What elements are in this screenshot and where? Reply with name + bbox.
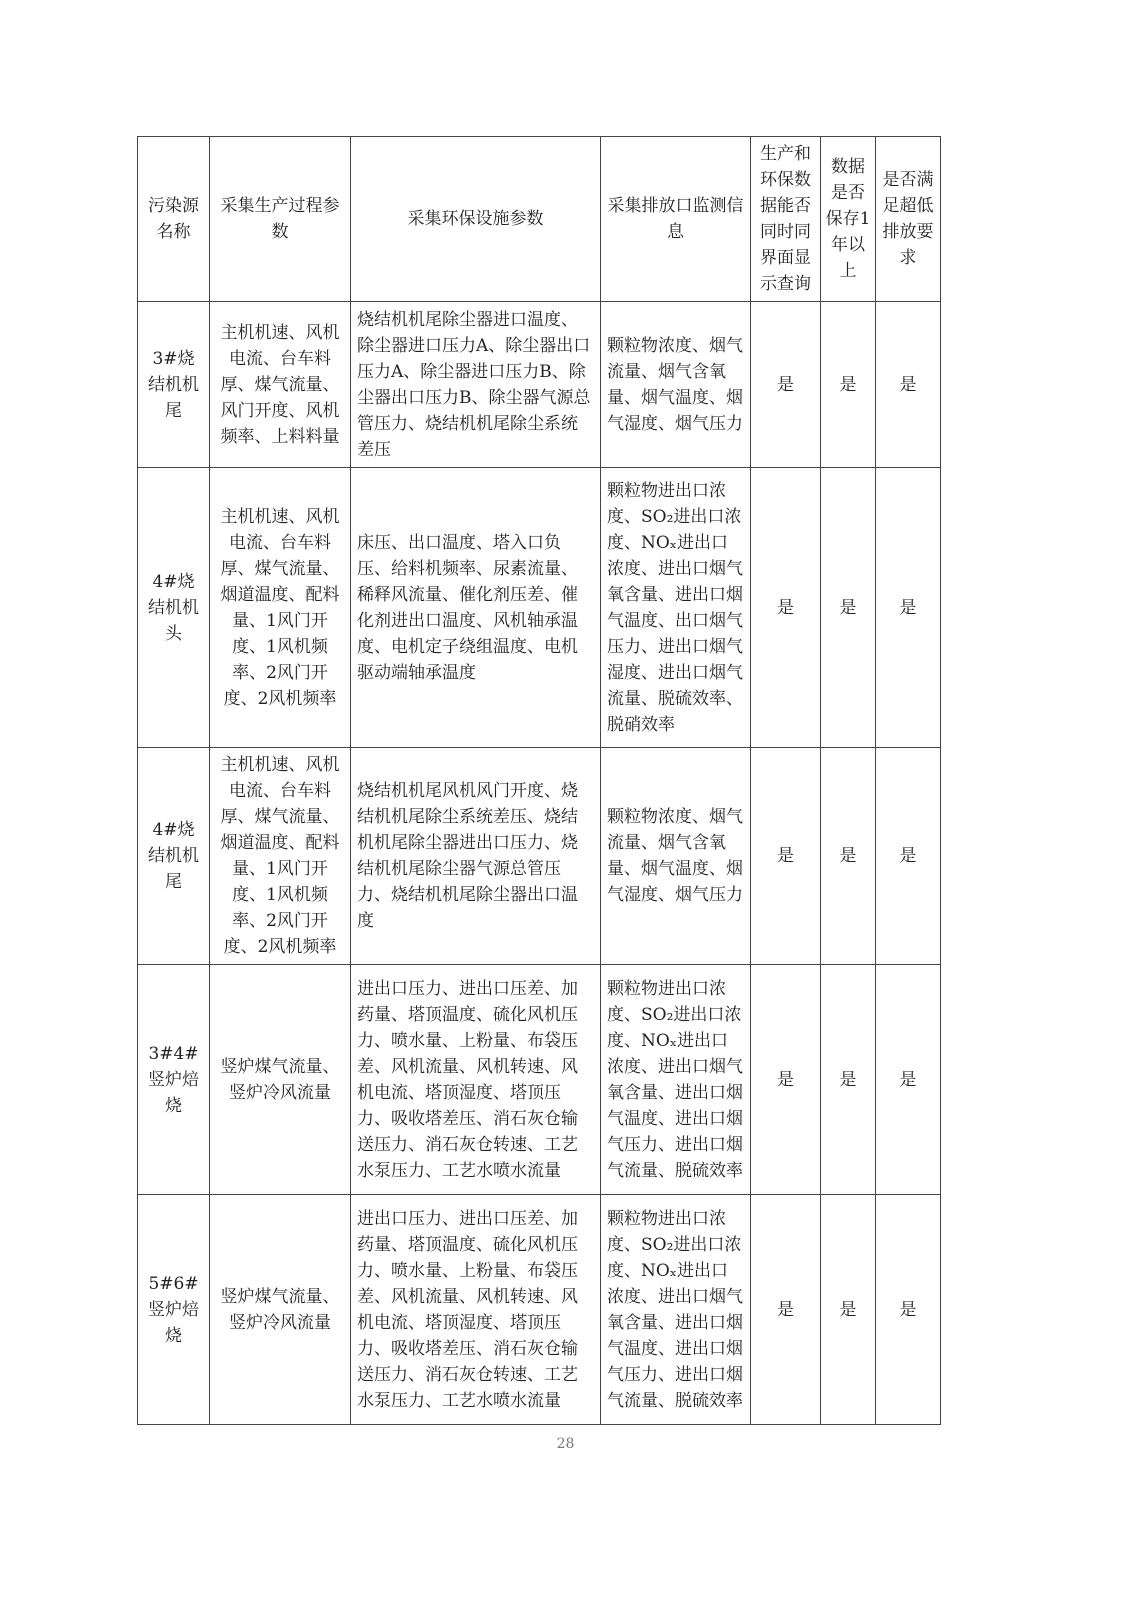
outlet-monitoring-cell: 颗粒物进出口浓度、SO₂进出口浓度、NOₓ进出口浓度、进出口烟气氧含量、进出口烟气温度、进出口烟气压力、进出口烟气流量、脱硫效率: [601, 965, 751, 1195]
display-flag-cell: 是: [751, 748, 821, 965]
header-same-interface-display: 生产和环保数据能否同时同界面显示查询: [751, 137, 821, 302]
source-name-cell: 4#烧结机机尾: [138, 748, 210, 965]
page-number: 28: [556, 1436, 575, 1452]
ultra-low-flag-cell: 是: [876, 1195, 941, 1425]
ultra-low-flag-cell: 是: [876, 302, 941, 468]
process-params-cell: 竖炉煤气流量、竖炉冷风流量: [210, 965, 351, 1195]
facility-params-cell: 烧结机机尾风机风门开度、烧结机机尾除尘系统差压、烧结机机尾除尘器进出口压力、烧结机机尾除尘器气源总管压力、烧结机机尾除尘器出口温度: [351, 748, 601, 965]
monitoring-parameters-table: [137, 136, 941, 1425]
process-params-cell: 主机机速、风机电流、台车料厚、煤气流量、烟道温度、配料量、1风门开度、1风机频率、2风门开度、2风机频率: [210, 468, 351, 748]
process-params-cell: 竖炉煤气流量、竖炉冷风流量: [210, 1195, 351, 1425]
table-row: [138, 748, 941, 965]
source-name-cell: 5#6#竖炉焙烧: [138, 1195, 210, 1425]
ultra-low-flag-cell: 是: [876, 468, 941, 748]
header-facility-params: 采集环保设施参数: [351, 137, 601, 302]
table-row: [138, 468, 941, 748]
outlet-monitoring-cell: 颗粒物进出口浓度、SO₂进出口浓度、NOₓ进出口浓度、进出口烟气氧含量、进出口烟气温度、出口烟气压力、进出口烟气湿度、进出口烟气流量、脱硫效率、脱硝效率: [601, 468, 751, 748]
retention-flag-cell: 是: [821, 302, 876, 468]
retention-flag-cell: 是: [821, 468, 876, 748]
outlet-monitoring-cell: 颗粒物浓度、烟气流量、烟气含氧量、烟气温度、烟气湿度、烟气压力: [601, 302, 751, 468]
outlet-monitoring-cell: 颗粒物浓度、烟气流量、烟气含氧量、烟气温度、烟气湿度、烟气压力: [601, 748, 751, 965]
facility-params-cell: 烧结机机尾除尘器进口温度、除尘器进口压力A、除尘器出口压力A、除尘器进口压力B、除尘器出口压力B、除尘器气源总管压力、烧结机机尾除尘系统差压: [351, 302, 601, 468]
table-header-row: [138, 137, 941, 302]
retention-flag-cell: 是: [821, 1195, 876, 1425]
facility-params-cell: 床压、出口温度、塔入口负压、给料机频率、尿素流量、稀释风流量、催化剂压差、催化剂进出口温度、风机轴承温度、电机定子绕组温度、电机驱动端轴承温度: [351, 468, 601, 748]
retention-flag-cell: 是: [821, 965, 876, 1195]
ultra-low-flag-cell: 是: [876, 748, 941, 965]
outlet-monitoring-cell: 颗粒物进出口浓度、SO₂进出口浓度、NOₓ进出口浓度、进出口烟气氧含量、进出口烟气温度、进出口烟气压力、进出口烟气流量、脱硫效率: [601, 1195, 751, 1425]
display-flag-cell: 是: [751, 468, 821, 748]
process-params-cell: 主机机速、风机电流、台车料厚、煤气流量、烟道温度、配料量、1风门开度、1风机频率、2风门开度、2风机频率: [210, 748, 351, 965]
header-source-name: 污染源名称: [138, 137, 210, 302]
source-name-cell: 4#烧结机机头: [138, 468, 210, 748]
ultra-low-flag-cell: 是: [876, 965, 941, 1195]
header-process-params: 采集生产过程参数: [210, 137, 351, 302]
source-name-cell: 3#4#竖炉焙烧: [138, 965, 210, 1195]
table-row: [138, 1195, 941, 1425]
display-flag-cell: 是: [751, 302, 821, 468]
facility-params-cell: 进出口压力、进出口压差、加药量、塔顶温度、硫化风机压力、喷水量、上粉量、布袋压差、风机流量、风机转速、风机电流、塔顶湿度、塔顶压力、吸收塔差压、消石灰仓输送压力、消石灰仓转速、工艺水泵压力、工艺水喷水流量: [351, 1195, 601, 1425]
retention-flag-cell: 是: [821, 748, 876, 965]
facility-params-cell: 进出口压力、进出口压差、加药量、塔顶温度、硫化风机压力、喷水量、上粉量、布袋压差、风机流量、风机转速、风机电流、塔顶湿度、塔顶压力、吸收塔差压、消石灰仓输送压力、消石灰仓转速、工艺水泵压力、工艺水喷水流量: [351, 965, 601, 1195]
display-flag-cell: 是: [751, 1195, 821, 1425]
process-params-cell: 主机机速、风机电流、台车料厚、煤气流量、风门开度、风机频率、上料料量: [210, 302, 351, 468]
source-name-cell: 3#烧结机机尾: [138, 302, 210, 468]
table-row: [138, 302, 941, 468]
header-outlet-monitoring: 采集排放口监测信息: [601, 137, 751, 302]
table-row: [138, 965, 941, 1195]
header-data-retention: 数据是否保存1年以上: [821, 137, 876, 302]
display-flag-cell: 是: [751, 965, 821, 1195]
header-ultra-low-emission: 是否满足超低排放要求: [876, 137, 941, 302]
